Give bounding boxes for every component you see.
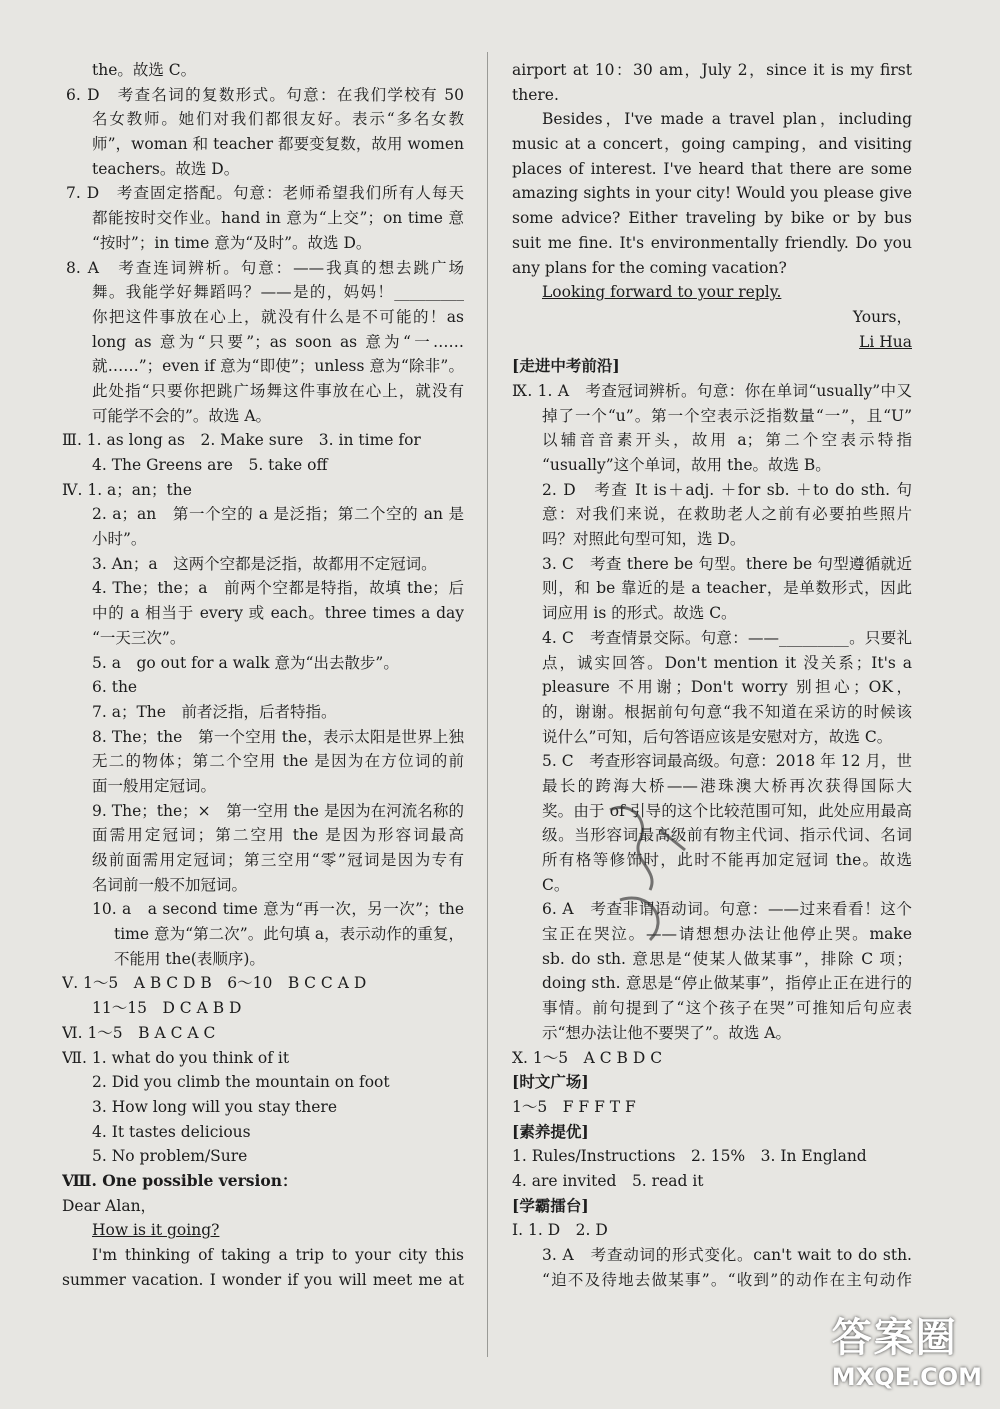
text-line: 2. D 考查 It is＋adj. ＋for sb. ＋to do sth. 句 [542, 480, 912, 499]
text-line: Dear Alan， [62, 1196, 157, 1215]
text-line: “按时”；in time 意为“及时”。故选 D。 [92, 233, 372, 252]
text-line: some advice? Either traveling by bike or by bus [512, 209, 912, 228]
text-line: Looking forward to your reply. [542, 283, 782, 302]
text-line: Ⅹ. 1～5 A C B D C [512, 1048, 663, 1067]
handwriting-scribble [590, 790, 710, 970]
text-line: “迫不及待地去做某事”。“收到”的动作在主句动作 [542, 1270, 912, 1289]
text-line: 4. C 考查情景交际。句意：——_________。只要礼 [542, 628, 912, 647]
text-line: 以辅音音素开头，故用 a；第二个空表示特指 [542, 431, 912, 450]
text-line: 8. A 考查连词辨析。句意：——我真的想去跳广场 [66, 258, 464, 277]
text-line: 则，和 be 靠近的是 a teacher，是单数形式，因此 [542, 579, 912, 598]
text-line: doing sth. 意思是“停止做某事”，指停止正在进行的 [542, 974, 912, 993]
text-line: 示“想办法让他不要哭了”。故选 A。 [542, 1023, 791, 1042]
text-line: 5. No problem/Sure [92, 1147, 248, 1166]
text-line: 意：对我们来说，在救助老人之前有必要拍些照片 [542, 505, 912, 524]
text-line: 的，谢谢。根据前句句意“我不知道在采访的时候该 [542, 702, 912, 721]
text-line: 11～15 D C A B D [92, 999, 242, 1018]
left-column [62, 58, 464, 1292]
text-line: 3. C 考查 there be 句型。there be 句型遵循就近 [542, 554, 912, 573]
text-line: summer vacation. I wonder if you will meet me at [62, 1270, 464, 1289]
text-line: 点，诚实回答。Don't mention it 没关系；It's a [542, 653, 912, 672]
text-line: 最长的跨海大桥——港珠澳大桥再次获得国际大 [542, 776, 912, 795]
text-line: 掉了一个“u”。第一个空表示泛指数量“一”，且“U” [542, 406, 912, 425]
text-line: time 意为“第二次”。此句填 a，表示动作的重复， [114, 925, 464, 944]
text-line: there. [512, 85, 559, 104]
text-line: 无二的物体；第二个空用 the 是因为在方位词的前 [92, 752, 464, 771]
text-line: airport at 10：30 am，July 2，since it is my first [512, 61, 912, 79]
text-line: 可能学不会的”。故选 A。 [92, 406, 272, 425]
text-line: suit me fine. It's environmentally friendly. Do you [512, 233, 912, 252]
text-line: long as 意为“只要”；as soon as 意为“一…… [92, 332, 464, 351]
text-line: Ⅸ. 1. A 考查冠词辨析。句意：你在单词“usually”中又 [512, 381, 912, 400]
text-line: 级。当形容词最高级前有物主代词、指示代词、名词 [542, 826, 912, 845]
text-line: any plans for the coming vacation? [512, 258, 787, 277]
text-line: 级前面需用定冠词；第三空用“零”冠词是因为专有 [92, 851, 464, 869]
text-line: 1～5 F F F T F [512, 1097, 636, 1116]
watermark-logo-text: 答案圈 [831, 1315, 958, 1361]
text-line: 4. are invited 5. read it [512, 1171, 704, 1190]
text-line: Ⅶ. 1. what do you think of it [62, 1048, 290, 1067]
text-line: 5. a go out for a walk 意为“出去散步”。 [92, 653, 399, 672]
text-line: 中的 a 相当于 every 或 each。three times a day [92, 604, 464, 623]
text-line: Besides，I've made a travel plan，including [542, 110, 912, 129]
text-line: sb. do sth. 意思是“使某人做某事”，排除 C 项； [542, 949, 912, 968]
text-line: 你把这件事放在心上，就没有什么是不可能的！as [92, 307, 464, 326]
text-line: Yours， [852, 307, 912, 326]
text-line: Ⅷ. One possible version： [62, 1170, 298, 1190]
text-line: Ⅴ. 1～5 A B C D B 6～10 B C C A D [62, 974, 367, 993]
text-line: 词应用 is 的形式。故选 C。 [542, 604, 737, 623]
text-line: 都能按时交作业。hand in 意为“上交”；on time 意 [92, 209, 464, 228]
text-line: [素养提优] [512, 1121, 589, 1141]
text-line: 3. A 考查动词的形式变化。can't wait to do sth. [542, 1246, 912, 1264]
text-line: teachers。故选 D。 [92, 159, 240, 178]
text-line: 奖。由于 of 引导的这个比较范围可知，此处应用最高 [542, 801, 912, 820]
text-line: 3. An；a 这两个空都是泛指，故都用不定冠词。 [92, 554, 437, 573]
text-line: amazing sights in your city! Would you please give [512, 184, 912, 203]
watermark-site-text: MXQE.COM [831, 1363, 982, 1391]
text-line: 宝正在哭泣。——请想想办法让他停止哭。make [542, 925, 912, 944]
text-line: I'm thinking of taking a trip to your city this [92, 1246, 464, 1264]
text-line: 2. a；an 第一个空的 a 是泛指；第二个空的 an 是 [92, 505, 464, 524]
text-line: the。故选 C。 [92, 61, 197, 79]
text-line: [学霸擂台] [512, 1195, 589, 1215]
text-line: 说什么”可知，后句答语应该是安慰对方，故选 C。 [542, 727, 893, 746]
right-column [512, 58, 912, 1292]
text-line: “一天三次”。 [92, 628, 186, 647]
text-line: 2. Did you climb the mountain on foot [92, 1073, 390, 1092]
text-line: places of interest. I've heard that there are some [512, 159, 912, 178]
text-line: 7. a；The 前者泛指，后者特指。 [92, 702, 337, 721]
text-line: 名女教师。她们对我们都很友好。表示“多名女教 [92, 110, 464, 129]
text-line: 舞。我能学好舞蹈吗？——是的，妈妈！_________ [92, 283, 464, 302]
text-line: [走进中考前沿] [512, 356, 620, 376]
text-line: 8. The；the 第一个空用 the，表示太阳是世界上独 [92, 727, 464, 746]
text-line: 7. D 考查固定搭配。句意：老师希望我们所有人每天 [66, 184, 464, 203]
text-line: 小时”。 [92, 530, 147, 549]
text-line: Ⅵ. 1～5 B A C A C [62, 1023, 216, 1042]
text-line: 4. It tastes delicious [92, 1122, 251, 1141]
text-line: 吗？对照此句型可知，选 D。 [542, 530, 746, 549]
text-line: 就……”；even if 意为“即使”；unless 意为“除非”。 [92, 357, 464, 376]
text-line: 事情。前句提到了“这个孩子在哭”可推知后句应表 [542, 999, 912, 1018]
text-line: How is it going? [92, 1221, 220, 1240]
text-line: 名词前一般不加冠词。 [92, 875, 248, 894]
watermark-logo [832, 1306, 982, 1391]
text-line: music at a concert，going camping，and visiting [512, 135, 912, 154]
column-divider [487, 52, 488, 1357]
text-line: 9. The；the；× 第一空用 the 是因为在河流名称的 [92, 801, 464, 820]
text-line: 6. D 考查名词的复数形式。句意：在我们学校有 50 [66, 85, 464, 104]
text-line: 3. How long will you stay there [92, 1097, 338, 1116]
text-line: 面一般用定冠词。 [92, 776, 217, 795]
text-line: “usually”这个单词，故用 the。故选 B。 [542, 456, 831, 474]
text-line: 面需用定冠词；第二空用 the 是因为形容词最高 [92, 826, 464, 845]
text-line: Ⅰ. 1. D 2. D [512, 1221, 608, 1240]
text-line: 4. The；the；a 前两个空都是特指，故填 the；后 [92, 579, 464, 598]
text-line: [时文广场] [512, 1072, 589, 1092]
text-line: 5. C 考查形容词最高级。句意：2018 年 12 月，世 [542, 752, 912, 771]
text-line: 不能用 the(表顺序)。 [114, 949, 265, 968]
text-line: 10. a a second time 意为“再一次，另一次”；the [92, 900, 464, 919]
text-line: Ⅳ. 1. a；an；the [62, 480, 192, 499]
text-line: 4. The Greens are 5. take off [92, 456, 328, 474]
text-line: pleasure 不用谢；Don't worry 别担心；OK， [542, 678, 912, 697]
text-line: Li Hua [859, 332, 912, 351]
text-line: 1. Rules/Instructions 2. 15% 3. In England [512, 1147, 867, 1166]
text-line: 所有格等修饰时，此时不能再加定冠词 the。故选 [542, 851, 912, 869]
text-line: 6. A 考查非谓语动词。句意：——过来看看！这个 [542, 900, 912, 919]
text-line: C。 [542, 875, 570, 894]
text-line: Ⅲ. 1. as long as 2. Make sure 3. in time for [62, 431, 421, 450]
text-line: 师”，woman 和 teacher 都要变复数，故用 women [92, 135, 464, 154]
text-line: 此处指“只要你把跳广场舞这件事放在心上，就没有 [92, 381, 464, 400]
text-line: 6. the [92, 678, 138, 697]
